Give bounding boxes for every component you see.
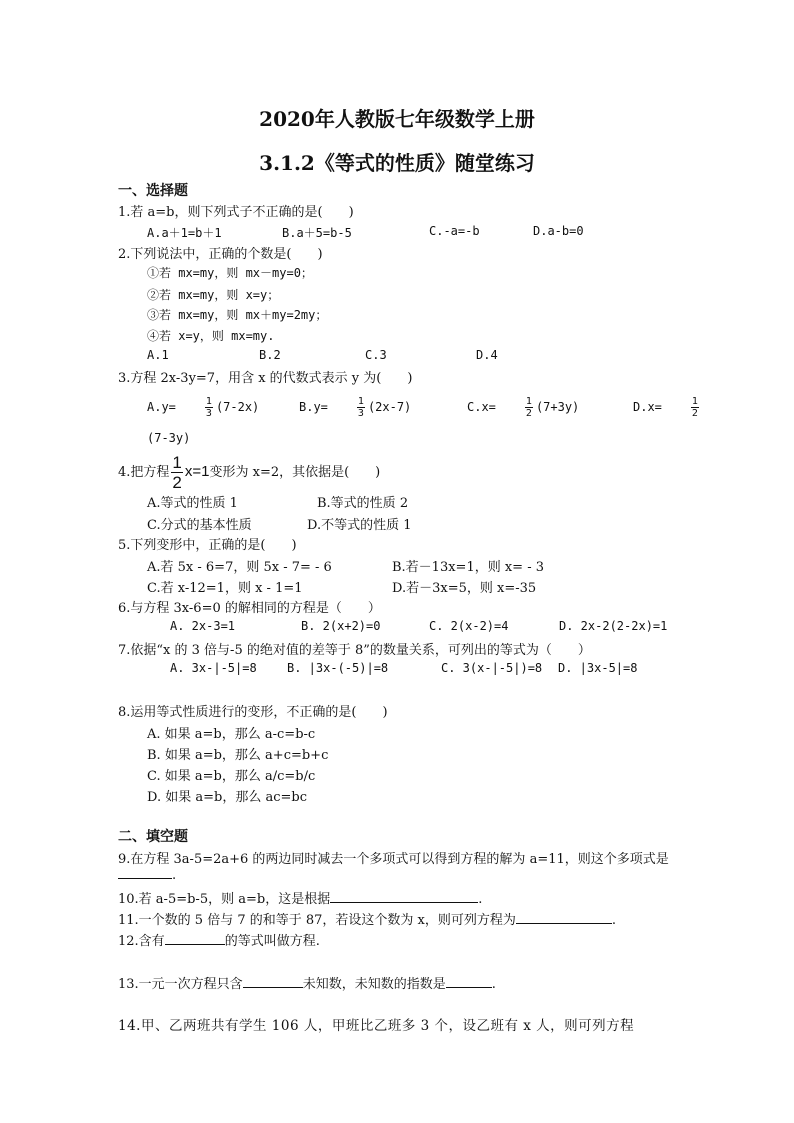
q13-blank-2[interactable] [446,975,492,988]
section-heading-choice: 一、选择题 [118,183,188,199]
q3-c-prefix: C.x= [467,400,496,414]
q7-option-b: B. |3x-(-5)|=8 [287,661,389,675]
question-3-stem: 3.方程 2x-3y=7，用含 x 的代数式表示 y 为( ) [118,371,413,386]
q3-d-prefix: D.x= [633,400,662,414]
q11-answer-blank[interactable] [516,911,612,924]
q6-option-a: A. 2x-3=1 [170,619,236,633]
q3-b-expression: (2x-7) [367,400,412,414]
q1-option-a: A.a＋1=b＋1 [147,226,222,240]
question-1-stem: 1.若 a=b，则下列式子不正确的是( ) [118,205,354,220]
q2-option-b: B.2 [259,348,281,362]
q7-option-a: A. 3x-|-5|=8 [170,661,257,675]
q2-option-c: C.3 [365,348,387,362]
q3-a-fraction: $\frac{1}{3}$ [205,396,212,419]
q3-d-expression: (7-3y) [147,431,191,445]
q8-option-d: D. 如果 a=b，那么 ac=bc [147,790,307,805]
q3-d-fraction: $\frac{1}{2}$ [691,396,698,419]
question-6-stem: 6.与方程 3x-6=0 的解相同的方程是（ ） [118,601,381,616]
q5-option-a: A.若 5x - 6=7，则 5x - 7= - 6 [147,560,332,575]
q1-option-d: D.a-b=0 [533,224,584,238]
q3-c-expression: (7+3y) [535,400,580,414]
q5-option-c: C.若 x-12=1，则 x - 1=1 [147,581,303,596]
question-13: 13.一元一次方程只含 未知数，未知数的指数是 . [118,977,496,992]
q7-option-d: D. |3x-5|=8 [558,661,638,675]
q8-option-a: A. 如果 a=b，那么 a-c=b-c [147,727,316,742]
q7-option-c: C. 3(x-|-5|)=8 [441,661,543,675]
q2-statement-1: ①若 mx=my，则 mx－my=0； [147,266,313,280]
q5-option-b: B.若－13x=1，则 x= - 3 [392,560,545,575]
q4-option-d: D.不等式的性质 1 [307,518,412,533]
question-11: 11.一个数的 5 倍与 7 的和等于 87，若设这个数为 x，则可列方程为 . [118,913,617,928]
q3-option-d [633,396,702,419]
q6-option-b: B. 2(x+2)=0 [301,619,381,633]
q4-option-b: B.等式的性质 2 [317,496,409,511]
question-14: 14.甲、乙两班共有学生 106 人，甲班比乙班多 3 个，设乙班有 x 人，则可列方程 [118,1018,635,1034]
q2-statement-3: ③若 mx=my，则 mx＋my=2my； [147,308,328,322]
document-subtitle: 3.1.2《等式的性质》随堂练习 [259,151,535,175]
question-5-stem: 5.下列变形中，正确的是( ) [118,538,297,553]
question-7-stem: 7.依据“x 的 3 倍与-5 的绝对值的差等于 8”的数量关系，可列出的等式为（ ） [118,643,591,658]
q3-b-fraction: $\frac{1}{3}$ [357,396,364,419]
q6-option-c: C. 2(x-2)=4 [429,619,509,633]
q3-a-expression: (7-2x) [215,400,260,414]
q8-option-c: C. 如果 a=b，那么 a/c=b/c [147,769,316,784]
q3-option-b [299,396,411,419]
question-4-stem: 4.把方程 $\frac{1}{2}$ x=1变形为 x=2，其依据是( ) [118,453,381,492]
q3-a-prefix: A.y= [147,400,176,414]
q3-option-c [467,396,579,419]
section-heading-fill: 二、填空题 [118,829,188,845]
q10-answer-blank[interactable] [330,890,478,903]
q4-option-a: A.等式的性质 1 [147,496,238,511]
q2-option-a: A.1 [147,348,169,362]
q13-blank-1[interactable] [243,975,303,988]
question-2-stem: 2.下列说法中，正确的个数是( ) [118,247,323,262]
q6-option-d: D. 2x-2(2-2x)=1 [559,619,668,633]
question-10: 10.若 a-5=b-5，则 a=b，这是根据 . [118,892,483,907]
q12-answer-blank[interactable] [165,932,225,945]
q4-fraction: $\frac{1}{2}$ [172,453,182,492]
q1-option-b: B.a＋5=b-5 [282,226,352,240]
q3-c-fraction: $\frac{1}{2}$ [525,396,532,419]
q2-statement-2: ②若 mx=my，则 x=y； [147,288,280,302]
q2-statement-4: ④若 x=y，则 mx=my. [147,329,275,343]
q4-option-c: C.分式的基本性质 [147,518,252,533]
question-9-answer-line: . [118,866,176,883]
q1-option-c: C.-a=-b [429,224,480,238]
question-8-stem: 8.运用等式性质进行的变形，不正确的是( ) [118,705,388,720]
question-9-stem: 9.在方程 3a-5=2a+6 的两边同时减去一个多项式可以得到方程的解为 a=11，则这个多项式是 [118,852,669,867]
q8-option-b: B. 如果 a=b，那么 a+c=b+c [147,748,329,763]
q2-option-d: D.4 [476,348,498,362]
question-12: 12.含有 的等式叫做方程. [118,934,320,949]
document-title: 2020年人教版七年级数学上册 [259,107,535,131]
q5-option-d: D.若－3x=5，则 x=-35 [392,581,537,596]
q9-answer-blank[interactable] [118,866,172,879]
q3-b-prefix: B.y= [299,400,328,414]
q3-option-a [147,396,259,419]
